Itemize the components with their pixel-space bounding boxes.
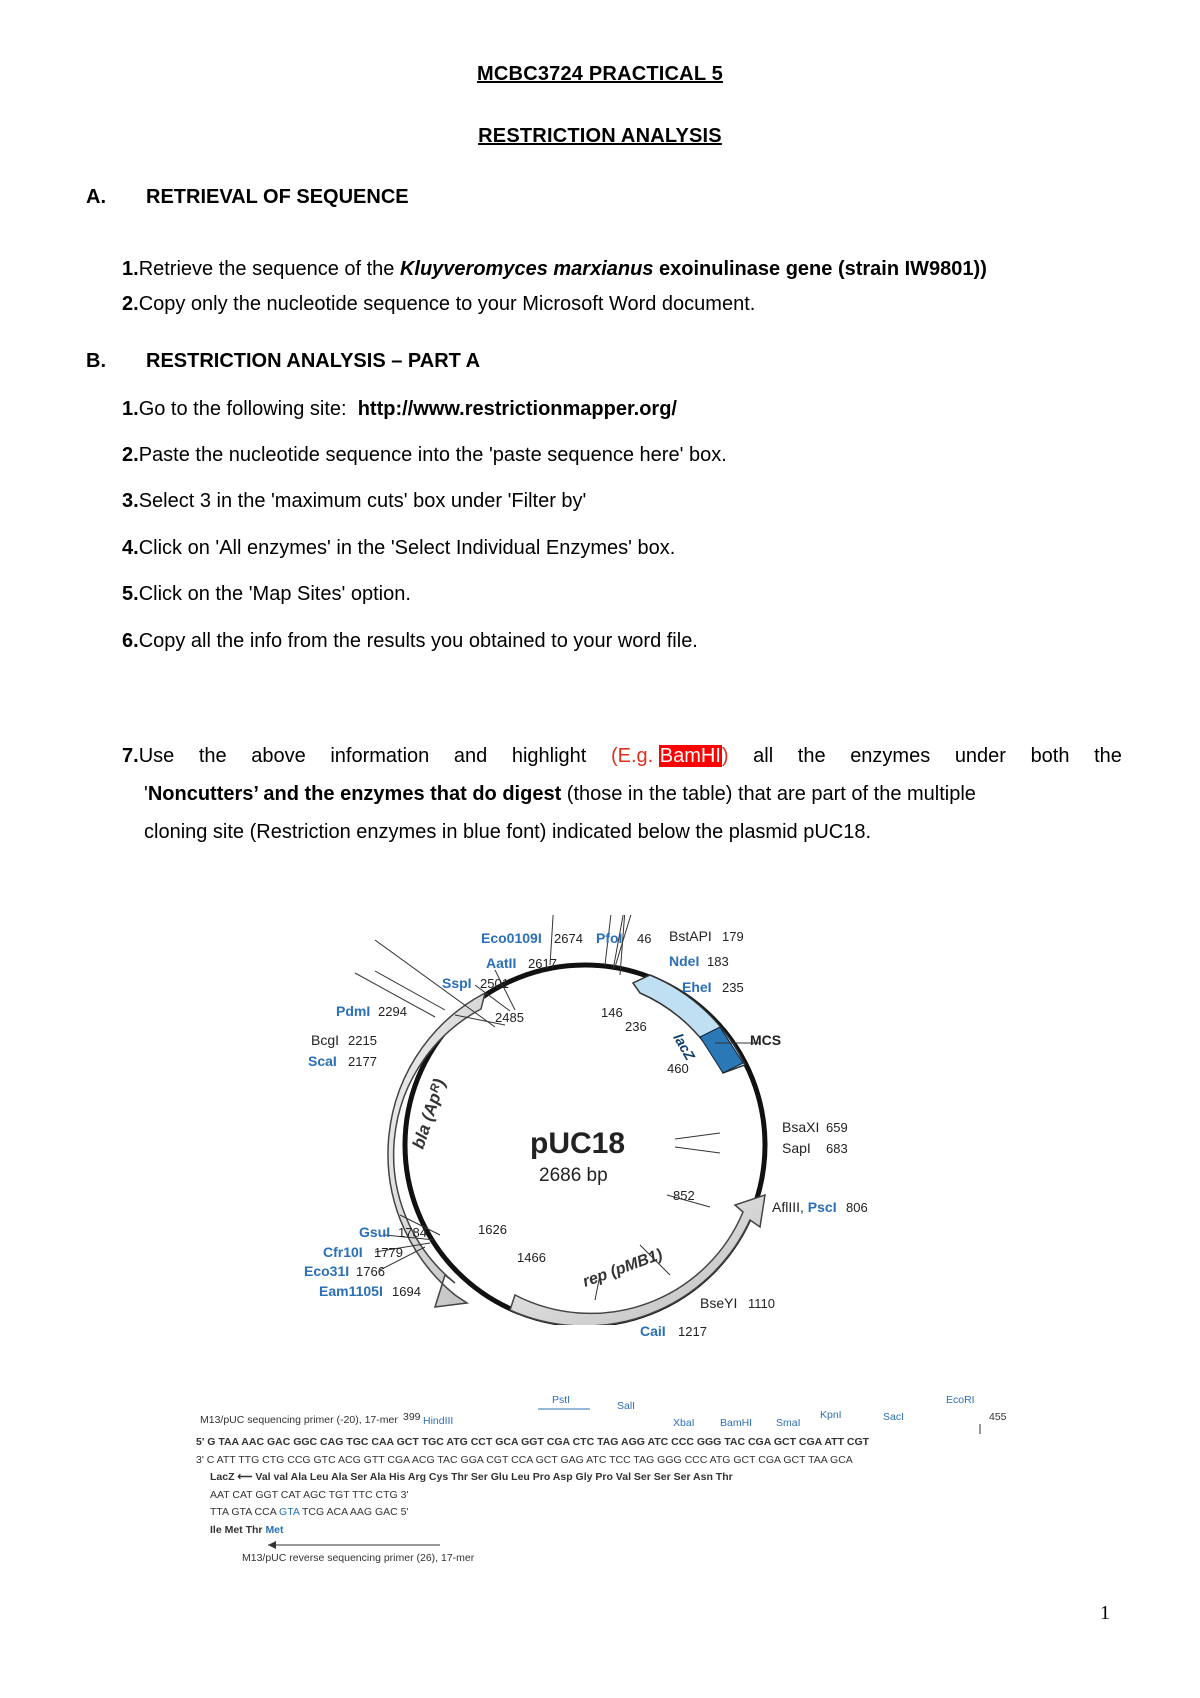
plasmid-size: 2686 bp	[539, 1165, 608, 1186]
svg-text:399: 399	[403, 1411, 421, 1423]
site-label: CaiI	[640, 1323, 666, 1339]
site-label: NdeI	[669, 953, 700, 969]
page-number: 1	[1100, 1602, 1110, 1624]
svg-text:2294: 2294	[378, 1004, 407, 1019]
sequence-line: 3' C ATT TTG CTG CCG GTC ACG GTT CGA ACG TAC GGA CGT CCA GCT GAG ATC TCC TAG GGG CCC ATG GCT CGA GCT TAA GCA	[196, 1454, 853, 1466]
enzyme-label: XbaI	[673, 1417, 695, 1429]
enzyme-label: SalI	[617, 1400, 636, 1412]
list-item: 1.Retrieve the sequence of the Kluyveromyces marxianus exoinulinase gene (strain IW9801))	[122, 258, 987, 280]
rep-gene-label: rep (pMB1)	[580, 1246, 665, 1291]
restrictionmapper-link[interactable]: http://www.restrictionmapper.org/	[357, 398, 677, 420]
sequence-line: LacZ ⟵ Val val Ala Leu Ala Ser Ala His Arg Cys Thr Ser Glu Leu Pro Asp Gly Pro Val Ser Ser Ser Asn Thr	[210, 1471, 733, 1483]
enzyme-label: KpnI	[820, 1409, 842, 1421]
enzyme-label: EcoRI	[946, 1394, 975, 1406]
site-label: BseYI	[700, 1295, 738, 1311]
svg-text:1110: 1110	[748, 1296, 775, 1311]
svg-text:1766: 1766	[356, 1264, 385, 1279]
lacz-gene-label: lacZ	[670, 1030, 699, 1063]
svg-text:235: 235	[722, 980, 744, 995]
reverse-primer-label: M13/pUC reverse sequencing primer (26), 17-mer	[242, 1552, 475, 1564]
svg-text:1466: 1466	[517, 1250, 546, 1265]
svg-text:2177: 2177	[348, 1054, 377, 1069]
section-title: RETRIEVAL OF SEQUENCE	[146, 186, 409, 208]
forward-primer-label: M13/pUC sequencing primer (-20), 17-mer	[200, 1414, 398, 1426]
svg-text:46: 46	[637, 931, 652, 946]
site-label: Eam1105I	[319, 1283, 383, 1299]
bla-gene-label: bla (Apᴿ)	[408, 1076, 450, 1152]
sequence-line: TTA GTA CCA GTA TCG ACA AAG GAC 5'	[210, 1506, 409, 1518]
enzyme-label: SacI	[883, 1411, 905, 1423]
svg-text:2485: 2485	[495, 1010, 524, 1025]
svg-text:460: 460	[667, 1061, 689, 1076]
svg-text:146: 146	[601, 1005, 623, 1020]
list-item: 1.Go to the following site: http://www.restrictionmapper.org/	[122, 398, 677, 420]
site-label: AatII	[486, 955, 517, 971]
svg-text:2215: 2215	[348, 1033, 377, 1048]
svg-text:1779: 1779	[374, 1245, 403, 1260]
list-item: 2.Copy only the nucleotide sequence to your Microsoft Word document.	[122, 293, 756, 315]
section-letter: B.	[86, 350, 106, 372]
site-label: Eco31I	[304, 1263, 350, 1279]
site-label: BcgI	[311, 1032, 340, 1048]
document-title: MCBC3724 PRACTICAL 5	[477, 63, 723, 85]
site-label: SspI	[442, 975, 472, 991]
sequence-line: Ile Met Thr Met	[210, 1524, 284, 1536]
site-label: PfoI	[596, 930, 623, 946]
svg-text:1626: 1626	[478, 1222, 507, 1237]
list-item: 6.Copy all the info from the results you obtained to your word file.	[122, 630, 698, 652]
site-label: PdmI	[336, 1003, 371, 1019]
svg-text:852: 852	[673, 1188, 695, 1203]
site-label: GsuI	[359, 1224, 391, 1240]
svg-text:236: 236	[625, 1019, 647, 1034]
enzyme-label: PstI	[552, 1394, 571, 1406]
plasmid-name: pUC18	[530, 1127, 626, 1160]
sequence-line: 5' G TAA AAC GAC GGC CAG TGC CAA GCT TGC ATG CCT GCA GGT CGA CTC TAG AGG ATC CCC GGG TAC CGA GCT CGA ATT CGT	[196, 1436, 870, 1448]
svg-text:183: 183	[707, 954, 729, 969]
svg-text:455: 455	[989, 1411, 1007, 1423]
list-item: 2.Paste the nucleotide sequence into the 'paste sequence here' box.	[122, 444, 727, 466]
site-label: ScaI	[308, 1053, 337, 1069]
site-label: Eco0109I	[481, 930, 542, 946]
svg-text:806: 806	[846, 1200, 868, 1215]
svg-text:179: 179	[722, 929, 744, 944]
document-subtitle: RESTRICTION ANALYSIS	[478, 125, 722, 147]
section-letter: A.	[86, 186, 106, 208]
svg-text:1784: 1784	[398, 1225, 427, 1240]
mcs-label: MCS	[750, 1032, 782, 1048]
item7-line3: cloning site (Restriction enzymes in blue font) indicated below the plasmid pUC18.	[144, 821, 872, 843]
enzyme-label: SmaI	[776, 1417, 801, 1429]
list-item: 3.Select 3 in the 'maximum cuts' box under 'Filter by'	[122, 490, 587, 512]
item7-line1: 7.Use the above information and highlight (E.g. BamHI) all the enzymes under both the	[122, 737, 1122, 775]
section-title: RESTRICTION ANALYSIS – PART A	[146, 350, 481, 372]
svg-text:2501: 2501	[480, 976, 509, 991]
mcs-sequence-block	[196, 1394, 1007, 1564]
enzyme-label: BamHI	[720, 1417, 753, 1429]
svg-text:683: 683	[826, 1141, 848, 1156]
site-label: BstAPI	[669, 928, 712, 944]
svg-text:2617: 2617	[528, 956, 557, 971]
svg-text:1217: 1217	[678, 1324, 707, 1339]
site-label: BsaXI	[782, 1119, 820, 1135]
svg-text:2674: 2674	[554, 931, 583, 946]
list-item: 4.Click on 'All enzymes' in the 'Select Individual Enzymes' box.	[122, 537, 676, 559]
site-label: EheI	[682, 979, 712, 995]
enzyme-label: HindIII	[423, 1415, 454, 1427]
item7-line2: 'Noncutters’ and the enzymes that do digest (those in the table) that are part of the multiple	[144, 783, 976, 805]
list-item: 5.Click on the 'Map Sites' option.	[122, 583, 411, 605]
example-highlight: (E.g. BamHI)	[610, 745, 729, 767]
svg-text:659: 659	[826, 1120, 848, 1135]
site-label: AflIII, PscI	[772, 1199, 837, 1215]
sequence-line: AAT CAT GGT CAT AGC TGT TTC CTG 3'	[210, 1489, 409, 1501]
site-label: SapI	[782, 1140, 811, 1156]
site-label: Cfr10I	[323, 1244, 363, 1260]
svg-text:1694: 1694	[392, 1284, 421, 1299]
